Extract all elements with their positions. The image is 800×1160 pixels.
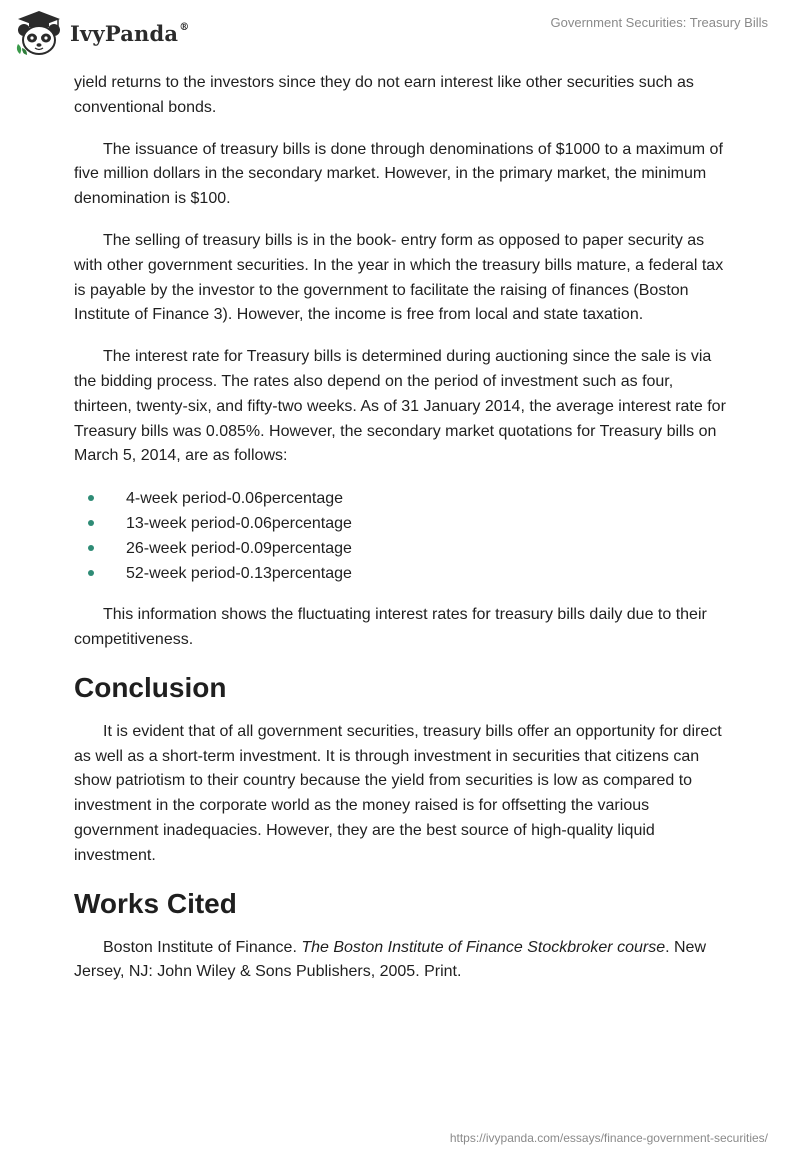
bullet-icon bbox=[88, 520, 94, 526]
registered-mark: ® bbox=[179, 21, 190, 33]
essay-content bbox=[74, 71, 734, 1002]
list-item: 13-week period-0.06percentage bbox=[74, 511, 734, 536]
conclusion-heading: Conclusion bbox=[74, 671, 227, 703]
list-item: 4-week period-0.06percentage bbox=[74, 486, 734, 511]
works-cited-heading: Works Cited bbox=[74, 887, 237, 919]
rates-list bbox=[74, 486, 734, 586]
citation: Boston Institute of Finance. The Boston Institute of Finance Stockbroker course. New Jersey, NJ: John Wiley & Sons Publishers, 2005. Print. bbox=[74, 938, 706, 981]
paragraph: This information shows the fluctuating interest rates for treasury bills daily due to their competitiveness. bbox=[74, 606, 707, 648]
citation-title: The Boston Institute of Finance Stockbroker course bbox=[301, 938, 666, 956]
logo-text: IvyPanda® bbox=[70, 20, 190, 46]
paragraph: yield returns to the investors since they do not earn interest like other securities such as conventional bonds. bbox=[74, 74, 694, 116]
bullet-icon bbox=[88, 545, 94, 551]
ivypanda-logo[interactable] bbox=[14, 10, 189, 56]
paragraph: The issuance of treasury bills is done through denominations of $1000 to a maximum of five million dollars in the secondary market. However, in the primary market, the minimum denomination is $100. bbox=[74, 140, 723, 208]
list-item: 26-week period-0.09percentage bbox=[74, 536, 734, 561]
paragraph: It is evident that of all government securities, treasury bills offer an opportunity for direct as well as a short-term investment. It is through investment in securities that citizens can show patriotism to their country because the yield from securities is low as compared to investment in the corporate world as the money raised is for offsetting the various government inadequacies. However, they are the best source of high-quality liquid investment. bbox=[74, 722, 722, 864]
paragraph: The interest rate for Treasury bills is determined during auctioning since the sale is via the bidding process. The rates also depend on the period of investment such as four, thirteen, twenty-six, and fifty-two weeks. As of 31 January 2014, the average interest rate for Treasury bills was 0.085%. However, the secondary market quotations for Treasury bills on March 5, 2014, are as follows: bbox=[74, 348, 726, 465]
source-url[interactable]: https://ivypanda.com/essays/finance-government-securities/ bbox=[449, 1131, 768, 1145]
panda-logo-icon bbox=[14, 10, 64, 56]
list-item: 52-week period-0.13percentage bbox=[74, 561, 734, 586]
document-title: Government Securities: Treasury Bills bbox=[550, 15, 768, 30]
bullet-icon bbox=[88, 570, 94, 576]
bullet-icon bbox=[88, 495, 94, 501]
paragraph: The selling of treasury bills is in the book- entry form as opposed to paper security as with other government securities. In the year in which the treasury bills mature, a federal tax is payable by the investor to the government to facilitate the raising of finances (Boston Institute of Finance 3). However, the income is free from local and state taxation. bbox=[74, 231, 724, 324]
page-header bbox=[0, 0, 800, 70]
